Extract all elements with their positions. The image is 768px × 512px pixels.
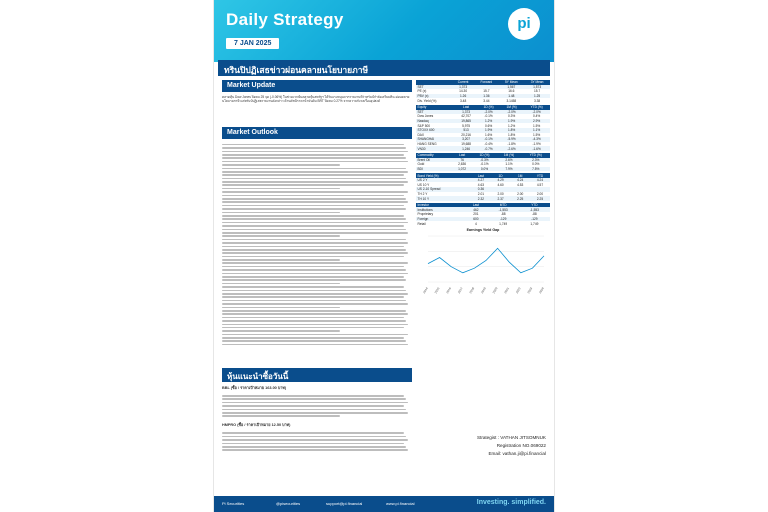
stock-pick-title: หุ้นแนะนำซื้อวันนี้: [222, 368, 412, 382]
x-tick-label: 2022: [514, 286, 522, 295]
table-cell: 7.9%: [497, 167, 522, 172]
stock-pick-2-text: [222, 431, 412, 453]
table-cell: 3.44: [483, 98, 490, 103]
table-cell: 462: [464, 207, 487, 212]
earnings-yield-gap-chart: [416, 232, 550, 298]
footer-social[interactable]: @pisecurities: [276, 501, 301, 506]
table-cell: 4.60: [497, 182, 504, 187]
table-cell: 1.2%: [477, 119, 500, 124]
table-cell: 4.27: [471, 178, 491, 183]
text-line: [222, 252, 408, 254]
text-line: [222, 259, 340, 261]
table-cell: -129: [519, 217, 550, 222]
text-line: [222, 218, 406, 220]
table-cell: 15.7: [533, 89, 541, 94]
text-line: [222, 310, 406, 312]
table-cell: 2.00: [517, 191, 524, 196]
table-cell: 1,072: [452, 167, 473, 172]
column-header: Last: [455, 105, 477, 110]
table-cell: 1.48: [498, 94, 524, 99]
table-cell: 2.00: [536, 191, 544, 196]
x-tick-label: 2020: [491, 286, 499, 295]
report-date: 7 JAN 2025: [226, 38, 279, 49]
table-cell: 4.29: [491, 178, 511, 183]
commodity-table: [416, 153, 550, 171]
table-cell: 4: [474, 221, 477, 226]
text-line: [222, 344, 408, 346]
table-row: [416, 146, 550, 151]
table-cell: 42,707: [461, 114, 471, 119]
table-cell: 2.25: [510, 196, 530, 201]
text-line: [222, 181, 408, 183]
table-cell: TH 2 Y: [417, 191, 428, 196]
table-cell: 1,246: [455, 146, 477, 151]
table-cell: US 2 Y: [416, 178, 471, 183]
table-cell: 2.32: [471, 196, 491, 201]
text-line: [222, 262, 408, 264]
text-line: [222, 303, 408, 305]
column-header: 1D (%): [477, 105, 500, 110]
table-cell: Institutions: [416, 207, 464, 212]
footer-email[interactable]: support@pi.financial: [326, 501, 363, 506]
table-cell: SET: [416, 85, 452, 90]
text-line: [222, 273, 408, 275]
table-cell: 19,688: [461, 142, 471, 147]
text-line: [222, 188, 340, 190]
text-line: [222, 436, 406, 438]
market-outlook-text: [222, 142, 412, 362]
series-line: [428, 248, 544, 272]
text-line: [222, 161, 408, 163]
table-cell: Div. Yield (%): [417, 98, 437, 103]
text-line: [222, 212, 340, 214]
column-header: YTD: [519, 203, 550, 208]
table-cell: 1,573: [524, 85, 550, 90]
table-cell: 1.9%: [477, 128, 500, 133]
text-line: [222, 402, 408, 404]
table-cell: 4.63: [477, 182, 485, 187]
text-line: [222, 283, 340, 285]
table-cell: BDI: [416, 167, 452, 172]
table-cell: -0.1%: [484, 114, 493, 119]
text-line: [222, 266, 404, 268]
table-cell: 1,749: [530, 221, 539, 226]
x-tick-label: 2018: [468, 286, 476, 295]
table-cell: 2.25: [530, 196, 550, 201]
table-cell: -2.0%: [477, 110, 500, 115]
table-cell: 2.9%: [523, 119, 550, 124]
x-tick-label: 2021: [503, 286, 511, 295]
column-header: 3Y Mean: [524, 80, 550, 85]
table-cell: 0.3%: [507, 114, 516, 119]
table-row: [416, 196, 550, 201]
table-cell: 1.25: [524, 94, 550, 99]
text-line: [222, 395, 404, 397]
column-header: Equity: [416, 105, 455, 110]
text-line: [222, 232, 408, 234]
table-cell: 1.2%: [507, 123, 516, 128]
text-line: [222, 415, 340, 417]
table-cell: 4.57: [536, 182, 544, 187]
table-cell: -0.1%: [477, 137, 500, 142]
valuation-table: [416, 80, 550, 103]
chart-title: Earnings Yield Gap: [466, 227, 500, 232]
pi-logo: pi: [508, 8, 540, 40]
text-line: [222, 154, 404, 156]
right-column: [416, 80, 550, 303]
table-cell: 1.8%: [507, 132, 516, 137]
text-line: [222, 174, 404, 176]
table-cell: 2.01: [477, 191, 485, 196]
text-line: [222, 225, 404, 227]
table-cell: Proprietary: [417, 212, 434, 217]
table-cell: -0.4%: [484, 142, 493, 147]
footer-website[interactable]: www.pi.financial: [386, 501, 415, 506]
text-line: [222, 337, 404, 339]
x-tick-label: 2014: [422, 286, 429, 295]
text-line: [222, 340, 406, 342]
table-row: [416, 98, 550, 103]
table-cell: -1,553: [488, 207, 519, 212]
text-line: [222, 249, 406, 251]
table-cell: 0.36: [471, 187, 491, 192]
table-cell: 3.1458: [506, 98, 517, 103]
x-tick-label: 2017: [456, 286, 464, 295]
column-header: Last: [464, 203, 487, 208]
text-line: [222, 157, 406, 159]
text-line: [222, 296, 404, 298]
column-header: 5Y Mean: [498, 80, 524, 85]
table-cell: VN30: [416, 146, 455, 151]
table-row: [416, 167, 550, 172]
stock-pick-1: BBL (ซื้อ / ราคาเป้าหมาย 163.00 บาท): [222, 386, 287, 390]
column-header: YTD (%): [521, 153, 550, 158]
text-line: [222, 317, 404, 319]
column-header: Bond Yield (%): [416, 173, 471, 178]
text-line: [222, 405, 404, 407]
table-cell: 20,216: [461, 132, 471, 137]
text-line: [222, 330, 340, 332]
text-line: [222, 409, 406, 411]
table-cell: 1,373: [455, 110, 477, 115]
column-header: YTD: [530, 173, 550, 178]
table-cell: 1.9%: [500, 119, 523, 124]
column-header: YTD (%): [523, 105, 550, 110]
table-cell: SHANGHAI: [416, 137, 455, 142]
table-cell: S&P 500: [417, 123, 431, 128]
table-cell: 1,567: [498, 85, 524, 90]
strategist-block: [477, 434, 546, 458]
column-header: Forward: [474, 80, 498, 85]
text-line: [222, 320, 406, 322]
column-header: 1M (%): [497, 153, 522, 158]
table-cell: HANG SENG: [417, 142, 437, 147]
table-cell: SET: [416, 110, 455, 115]
stock-pick-1-text: [222, 393, 412, 419]
table-cell: 1.26: [452, 94, 474, 99]
market-update-title: Market Update: [222, 80, 412, 92]
text-line: [222, 293, 408, 295]
strategist-email[interactable]: Email: vathan.ji@pi.financial: [488, 451, 546, 456]
table-cell: 1.5%: [532, 132, 541, 137]
table-cell: Dow Jones: [417, 114, 434, 119]
table-cell: 0.4%: [532, 114, 541, 119]
table-cell: 4.24: [510, 178, 530, 183]
table-cell: 1.8%: [500, 128, 523, 133]
text-line: [222, 279, 406, 281]
table-cell: 3.48: [460, 98, 467, 103]
text-line: [222, 327, 404, 329]
text-line: [222, 171, 408, 173]
table-cell: Nasdaq: [416, 119, 455, 124]
column-header: 1D: [491, 173, 511, 178]
table-cell: 76: [452, 158, 473, 163]
table-cell: 1,373: [452, 85, 474, 90]
text-line: [222, 178, 406, 180]
column-header: Last: [471, 173, 491, 178]
text-line: [222, 256, 404, 258]
text-line: [222, 215, 404, 217]
text-line: [222, 164, 340, 166]
text-line: [222, 313, 408, 315]
table-cell: -88: [500, 212, 506, 217]
text-line: [222, 300, 406, 302]
x-tick-label: 2023: [526, 286, 534, 295]
text-line: [222, 439, 408, 441]
table-cell: 4.24: [530, 178, 550, 183]
text-line: [222, 242, 408, 244]
left-column: [222, 80, 412, 453]
table-cell: 1.1%: [523, 128, 550, 133]
footer-tagline: Investing. simplified.: [476, 499, 546, 506]
column-header: Current: [452, 80, 474, 85]
table-cell: 4.53: [517, 182, 524, 187]
footer-company[interactable]: Pi Securities: [222, 501, 245, 506]
table-cell: -0.3%: [472, 158, 496, 163]
table-cell: 1.6%: [484, 132, 493, 137]
table-cell: 1.5%: [532, 123, 541, 128]
strategist-registration: Registration NO.069022: [496, 443, 546, 448]
table-cell: 2.3%: [521, 158, 550, 163]
table-cell: -1.9%: [532, 142, 541, 147]
strategist-name: Strategist : VATHAN JITSOMNUK: [476, 435, 546, 440]
text-line: [222, 147, 406, 149]
text-line: [222, 286, 404, 288]
stock-pick-2: HMPRO (ซื้อ / ราคาเป้าหมาย 12.50 บาท): [222, 423, 291, 428]
text-line: [222, 151, 408, 153]
table-cell: 19,865: [455, 119, 477, 124]
report-footer: [214, 496, 554, 512]
table-cell: 3.38: [533, 98, 541, 103]
text-line: [222, 290, 406, 292]
column-header: 1D (%): [472, 153, 496, 158]
market-outlook-title: Market Outlook: [222, 127, 412, 139]
table-cell: -88: [532, 212, 537, 217]
table-cell: -1.6%: [523, 146, 550, 151]
x-tick-label: 2019: [480, 286, 487, 295]
text-line: [222, 449, 408, 451]
table-cell: -5.9%: [500, 137, 523, 142]
report-title: Daily Strategy: [226, 10, 344, 29]
table-cell: 16.6: [508, 89, 515, 94]
text-line: [222, 168, 406, 170]
x-tick-label: 2024: [538, 286, 545, 295]
table-cell: 2.00: [497, 191, 504, 196]
table-cell: 0.0%: [532, 162, 540, 167]
table-cell: US 10 Y: [417, 182, 430, 187]
table-cell: -4.3%: [523, 137, 550, 142]
table-cell: 201: [473, 212, 479, 217]
text-line: [222, 205, 404, 207]
table-cell: Brent Oil: [416, 158, 452, 163]
text-line: [222, 269, 406, 271]
text-line: [222, 246, 404, 248]
text-line: [222, 239, 406, 241]
text-line: [222, 235, 340, 237]
text-line: [222, 184, 404, 186]
table-cell: 3,207: [455, 137, 477, 142]
column-header: Investor: [416, 203, 464, 208]
table-cell: -2.0%: [500, 110, 523, 115]
table-cell: 600: [464, 217, 487, 222]
text-line: [222, 412, 408, 414]
table-cell: 14.30: [459, 89, 468, 94]
table-cell: TH 10 Y: [416, 196, 471, 201]
text-line: [222, 198, 406, 200]
text-line: [222, 208, 406, 210]
table-cell: -0.7%: [477, 146, 500, 151]
market-update-text: ตลาดหุ้น Dow Jones ปิดลบ 25 จุด (-0.06%) ในช่วงแรกนั้นตลาดหุ้นสหรัฐฯ ได้รับแรงหนุนจากรายงานที่ว่าทรัมป์กำลังเตรียมที่จะผ่อนคลายนโยบายภาษี แต่ทรัมป์ปฏิเสธรายงานดังกล่าว ด้านดัชนีราคาน้ำมันดิบ BRT ปิดลบ 0.27% จากความกังวลเรื่องอุปสงค์: [222, 95, 410, 104]
table-cell: 15.7: [483, 89, 490, 94]
report-header: [214, 0, 554, 62]
table-cell: DAX: [417, 132, 425, 137]
table-cell: 2.37: [491, 196, 511, 201]
text-line: [222, 307, 340, 309]
bond-yield-table: [416, 173, 550, 201]
table-cell: Retail: [417, 221, 426, 226]
table-cell: PBV (x): [416, 94, 452, 99]
table-cell: 5,975: [462, 123, 471, 128]
column-header: MTD: [488, 203, 519, 208]
table-cell: 1.36: [474, 94, 498, 99]
text-line: [222, 222, 408, 224]
table-cell: -0.1%: [480, 162, 489, 167]
text-line: [222, 443, 404, 445]
table-cell: -1.8%: [507, 142, 516, 147]
column-header: Last: [452, 153, 473, 158]
table-cell: 1.1%: [505, 162, 513, 167]
table-cell: Gold: [417, 162, 425, 167]
text-line: [222, 432, 404, 434]
table-cell: 1,749: [499, 221, 508, 226]
headline: ทรินปิปฏิเสธข่าวผ่อนคลายนโยบายภาษี: [218, 60, 550, 76]
x-tick-label: 2015: [433, 286, 441, 295]
column-header: Commodity: [416, 153, 452, 158]
table-row: [416, 221, 550, 226]
investor-table: [416, 203, 550, 226]
text-line: [222, 276, 404, 278]
table-cell: -1,553: [519, 207, 550, 212]
table-cell: -2.0%: [523, 110, 550, 115]
text-line: [222, 446, 406, 448]
table-cell: 0.0%: [472, 167, 496, 172]
text-line: [222, 324, 408, 326]
table-cell: US 2-10 Spread: [416, 187, 471, 192]
text-line: [222, 229, 406, 231]
table-cell: 2.6%: [497, 158, 522, 163]
equity-table: [416, 105, 550, 151]
text-line: [222, 195, 404, 197]
table-cell: -129: [488, 217, 519, 222]
table-cell: -2.6%: [500, 146, 523, 151]
table-cell: STOXX 600: [416, 128, 455, 133]
text-line: [222, 398, 406, 400]
table-cell: PE (x): [417, 89, 427, 94]
text-line: [222, 334, 408, 336]
table-cell: 7.5%: [521, 167, 550, 172]
table-cell: Foreign: [416, 217, 464, 222]
column-header: 1M: [510, 173, 530, 178]
text-line: [222, 201, 408, 203]
text-line: [222, 191, 408, 193]
table-cell: 0.6%: [484, 123, 493, 128]
table-cell: 2,636: [458, 162, 467, 167]
text-line: [222, 144, 404, 146]
column-header: 1M (%): [500, 105, 523, 110]
report-page: [214, 0, 554, 512]
table-cell: 513: [455, 128, 477, 133]
x-tick-label: 2016: [445, 286, 453, 295]
